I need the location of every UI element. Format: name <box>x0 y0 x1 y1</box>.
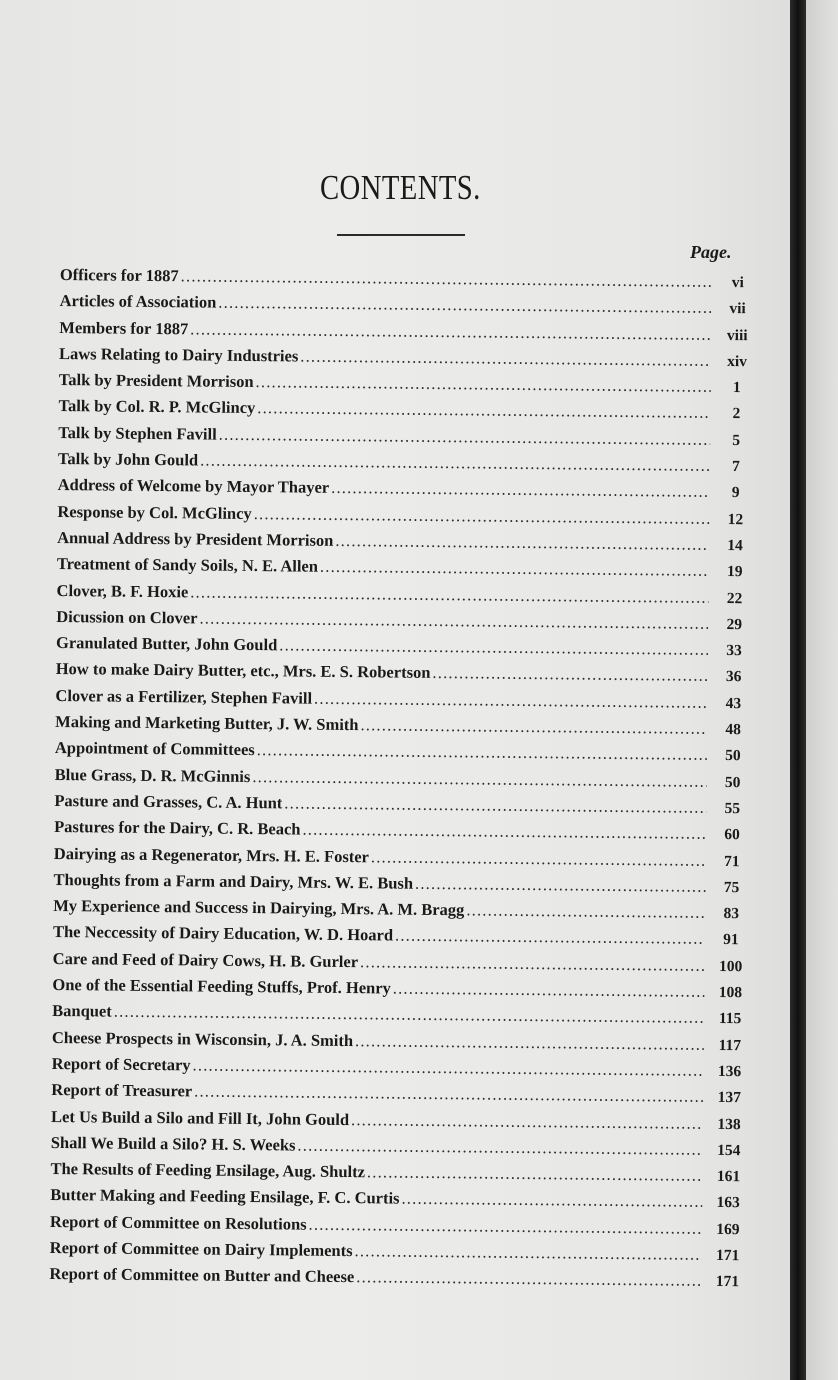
entry-page-number: 115 <box>718 1010 742 1028</box>
entry-title: Talk by John Gould <box>57 449 199 470</box>
entry-page-number: 29 <box>726 615 743 634</box>
entry-title: Treatment of Sandy Soils, N. E. Allen <box>56 554 319 576</box>
dot-leader <box>360 715 707 739</box>
dot-leader <box>354 1241 701 1265</box>
contents-title: CONTENTS. <box>320 168 481 207</box>
entry-page-number: viii <box>726 326 748 344</box>
entry-title: My Experience and Success in Dairying, Mrs. A. M. Bragg <box>53 896 465 920</box>
entry-page-number: 50 <box>724 773 741 791</box>
entry-title: Laws Relating to Dairy Industries <box>58 343 299 366</box>
entry-page-number: 136 <box>717 1062 742 1081</box>
entry-page-number: 154 <box>717 1141 741 1159</box>
dot-leader <box>200 451 710 476</box>
entry-page-number: 7 <box>731 458 740 476</box>
dot-leader <box>335 531 709 555</box>
contents-list <box>49 265 760 1298</box>
entry-page-number: vii <box>729 300 746 318</box>
entry-title: Dicussion on Clover <box>56 606 198 628</box>
entry-page-number: 108 <box>718 983 743 1002</box>
dot-leader <box>218 293 711 318</box>
dot-leader <box>300 346 711 370</box>
dot-leader <box>367 1162 703 1186</box>
dot-leader <box>314 688 708 712</box>
entry-title: Granulated Butter, John Gould <box>55 633 278 655</box>
entry-title: Pasture and Grasses, C. A. Hunt <box>54 790 283 813</box>
entry-title: Officers for 1887 <box>59 265 179 286</box>
entry-page-number: 14 <box>727 536 743 555</box>
entry-title: Appointment of Committees <box>54 738 255 760</box>
entry-title: Care and Feed of Dairy Cows, H. B. Gurler <box>52 948 359 971</box>
entry-title: Talk by President Morrison <box>58 370 254 392</box>
entry-page-number: 19 <box>726 563 743 581</box>
entry-title: Report of Committee on Resolutions <box>49 1211 307 1234</box>
dot-leader <box>302 820 706 844</box>
entry-page-number: 33 <box>726 642 742 660</box>
entry-title: Talk by Stephen Favill <box>58 422 217 444</box>
entry-page-number: vi <box>731 274 744 292</box>
entry-page-number: 2 <box>732 405 741 423</box>
entry-title: Talk by Col. R. P. McGlincy <box>58 396 256 418</box>
entry-page-number: 71 <box>723 852 740 870</box>
dot-leader <box>355 1031 704 1055</box>
book-spine <box>790 0 806 1380</box>
entry-page-number: 43 <box>725 694 742 712</box>
entry-page-number: 22 <box>726 589 743 607</box>
entry-title: Articles of Association <box>59 291 217 312</box>
dot-leader <box>254 504 710 529</box>
entry-title: Cheese Prospects in Wisconsin, J. A. Smith <box>51 1027 354 1050</box>
entry-page-number: 12 <box>727 510 744 528</box>
entry-page-number: 60 <box>724 826 740 844</box>
entry-title: Thoughts from a Farm and Dairy, Mrs. W. E. Bush <box>53 869 414 893</box>
entry-page-number: 48 <box>725 721 742 739</box>
entry-title: Making and Marketing Butter, J. W. Smith <box>55 712 359 735</box>
dot-leader <box>415 874 706 897</box>
dot-leader <box>320 557 709 581</box>
entry-page-number: 5 <box>732 431 741 449</box>
entry-page-number: 161 <box>716 1168 741 1186</box>
dot-leader <box>219 424 711 449</box>
entry-page-number: 36 <box>725 668 742 686</box>
entry-page-number: 137 <box>717 1089 742 1107</box>
dot-leader <box>360 952 705 976</box>
dot-leader <box>356 1267 701 1291</box>
entry-title: Report of Committee on Dairy Implements <box>49 1237 353 1261</box>
entry-title: How to make Dairy Butter, etc., Mrs. E. S. Robertson <box>55 659 431 683</box>
entry-page-number: 55 <box>724 799 741 818</box>
dot-leader <box>401 1189 702 1212</box>
entry-title: Butter Making and Feeding Ensilage, F. C. Curtis <box>50 1185 400 1208</box>
entry-page-number: 9 <box>731 484 740 502</box>
dot-leader <box>194 1082 703 1107</box>
entry-title: Annual Address by President Morrison <box>57 527 334 550</box>
dot-leader <box>257 740 707 765</box>
dot-leader <box>371 847 706 871</box>
facing-page-edge <box>806 0 838 1380</box>
entry-title: Banquet <box>52 1001 112 1021</box>
dot-leader <box>393 979 705 1002</box>
entry-page-number: 91 <box>723 931 739 949</box>
entry-page-number: 117 <box>718 1036 742 1054</box>
dot-leader <box>466 900 705 923</box>
title-rule <box>337 234 465 236</box>
entry-page-number: 171 <box>715 1273 740 1291</box>
entry-page-number: 83 <box>723 905 740 923</box>
dot-leader <box>190 582 708 607</box>
dot-leader <box>252 767 706 792</box>
entry-title: Dairying as a Regenerator, Mrs. H. E. Foster <box>53 843 370 866</box>
entry-title: Clover, B. F. Hoxie <box>56 580 189 601</box>
entry-title: Clover as a Fertilizer, Stephen Favill <box>55 685 313 708</box>
dot-leader <box>257 399 710 424</box>
dot-leader <box>297 1135 702 1159</box>
entry-title: Report of Committee on Butter and Cheese <box>49 1264 355 1287</box>
entry-title: One of the Essential Feeding Stuffs, Prof. Henry <box>52 974 391 998</box>
entry-page-number: 100 <box>718 957 743 975</box>
entry-title: Members for 1887 <box>59 317 189 338</box>
dot-leader <box>199 608 708 633</box>
dot-leader <box>351 1110 703 1134</box>
dot-leader <box>193 1055 704 1080</box>
entry-page-number: 169 <box>716 1220 740 1238</box>
entry-page-number: 138 <box>717 1115 741 1133</box>
entry-title: Report of Secretary <box>51 1053 191 1075</box>
page-column-header: Page. <box>690 242 732 262</box>
dot-leader <box>181 266 712 292</box>
entry-title: Address of Welcome by Mayor Thayer <box>57 475 330 498</box>
entry-page-number: xiv <box>727 352 748 371</box>
dot-leader <box>395 926 705 949</box>
entry-title: Report of Treasurer <box>51 1080 193 1101</box>
entry-title: Response by Col. McGlincy <box>57 501 252 523</box>
entry-title: Blue Grass, D. R. McGinnis <box>54 764 251 786</box>
entry-page-number: 171 <box>715 1246 740 1265</box>
dot-leader <box>284 793 706 817</box>
entry-page-number: 163 <box>716 1194 740 1212</box>
dot-leader <box>255 372 710 397</box>
entry-page-number: 1 <box>732 379 741 397</box>
entry-title: The Results of Feeding Ensilage, Aug. Shultz <box>50 1159 366 1182</box>
dot-leader <box>331 478 710 502</box>
entry-title: Let Us Build a Silo and Fill It, John Gould <box>50 1106 350 1129</box>
entry-title: Shall We Build a Silo? H. S. Weeks <box>50 1132 296 1155</box>
entry-title: Pastures for the Dairy, C. R. Beach <box>54 817 301 839</box>
dot-leader <box>432 663 707 686</box>
dot-leader <box>190 319 711 344</box>
dot-leader <box>279 635 708 659</box>
dot-leader <box>309 1214 703 1238</box>
entry-page-number: 75 <box>723 878 740 896</box>
entry-page-number: 50 <box>725 747 741 765</box>
entry-title: The Neccessity of Dairy Education, W. D. Hoard <box>52 922 394 945</box>
